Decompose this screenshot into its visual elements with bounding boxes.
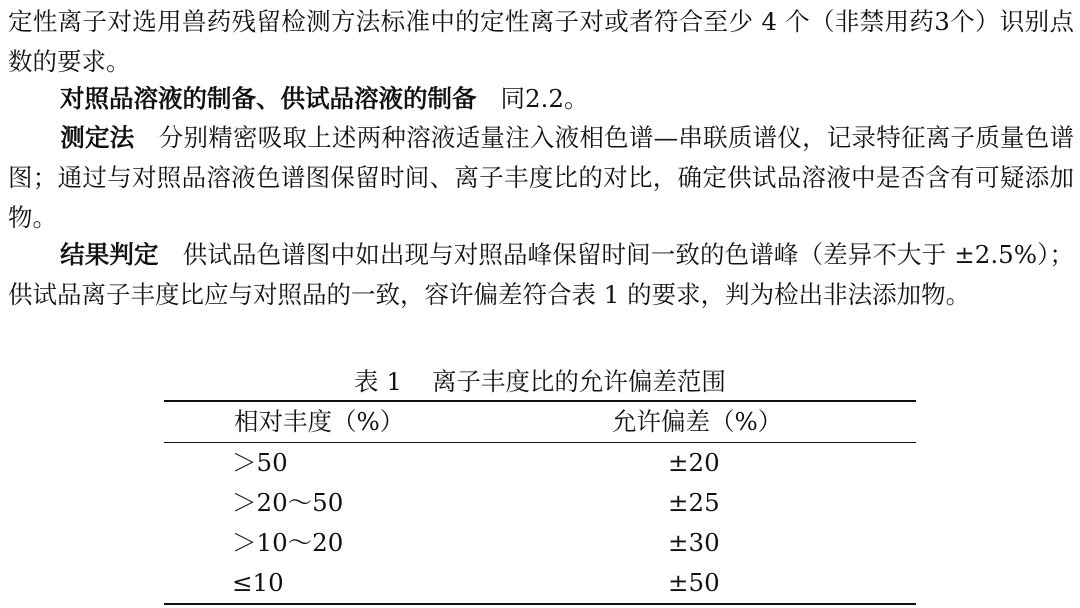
cell-relative-abundance: ≤10 [232, 568, 284, 597]
cell-relative-abundance: ＞50 [232, 448, 288, 477]
cell-allowed-deviation: ±25 [668, 488, 720, 517]
paragraph-determination-method [8, 118, 1074, 238]
table-row [164, 563, 916, 604]
cell-relative-abundance: ＞10～20 [232, 528, 344, 557]
solution-preparation-text: 同2.2。 [500, 84, 589, 113]
table-row [164, 483, 916, 523]
paragraph-identification-points [8, 2, 1074, 82]
cell-allowed-deviation: ±30 [668, 528, 720, 557]
determination-method-text: 分别精密吸取上述两种溶液适量注入液相色谱—串联质谱仪，记录特征离子质量色谱图；通过与对照品溶液色谱图保留时间、离子丰度比的对比，确定供试品溶液中是否含有可疑添加物。 [8, 123, 1075, 232]
paragraph-1-text: 定性离子对选用兽药残留检测方法标准中的定性离子对或者符合至少 4 个（非禁用药3个）识别点数的要求。 [8, 7, 1074, 76]
ion-abundance-tolerance-table [164, 400, 916, 605]
solution-preparation-heading: 对照品溶液的制备、供试品溶液的制备 [60, 84, 477, 113]
table-caption-number: 表 1 [354, 367, 402, 396]
table-row [164, 523, 916, 563]
cell-relative-abundance: ＞20～50 [232, 488, 344, 517]
table-row [164, 443, 916, 484]
determination-method-heading: 测定法 [60, 123, 135, 152]
table-caption-title: 离子丰度比的允许偏差范围 [431, 367, 726, 396]
paragraph-solution-preparation [8, 79, 1074, 119]
cell-allowed-deviation: ±20 [668, 448, 720, 477]
paragraph-result-judgement [8, 235, 1074, 315]
result-judgement-text: 供试品色谱图中如出现与对照品峰保留时间一致的色谱峰（差异不大于 ±2.5%）；供试品离子丰度比应与对照品的一致，容许偏差符合表 1 的要求，判为检出非法添加物。 [8, 240, 1075, 309]
cell-allowed-deviation: ±50 [668, 568, 720, 597]
result-judgement-heading: 结果判定 [60, 240, 159, 269]
table-header-row [164, 401, 916, 443]
header-relative-abundance: 相对丰度（%） [234, 407, 405, 436]
header-allowed-deviation: 允许偏差（%） [612, 407, 783, 436]
table-caption [0, 362, 1080, 402]
